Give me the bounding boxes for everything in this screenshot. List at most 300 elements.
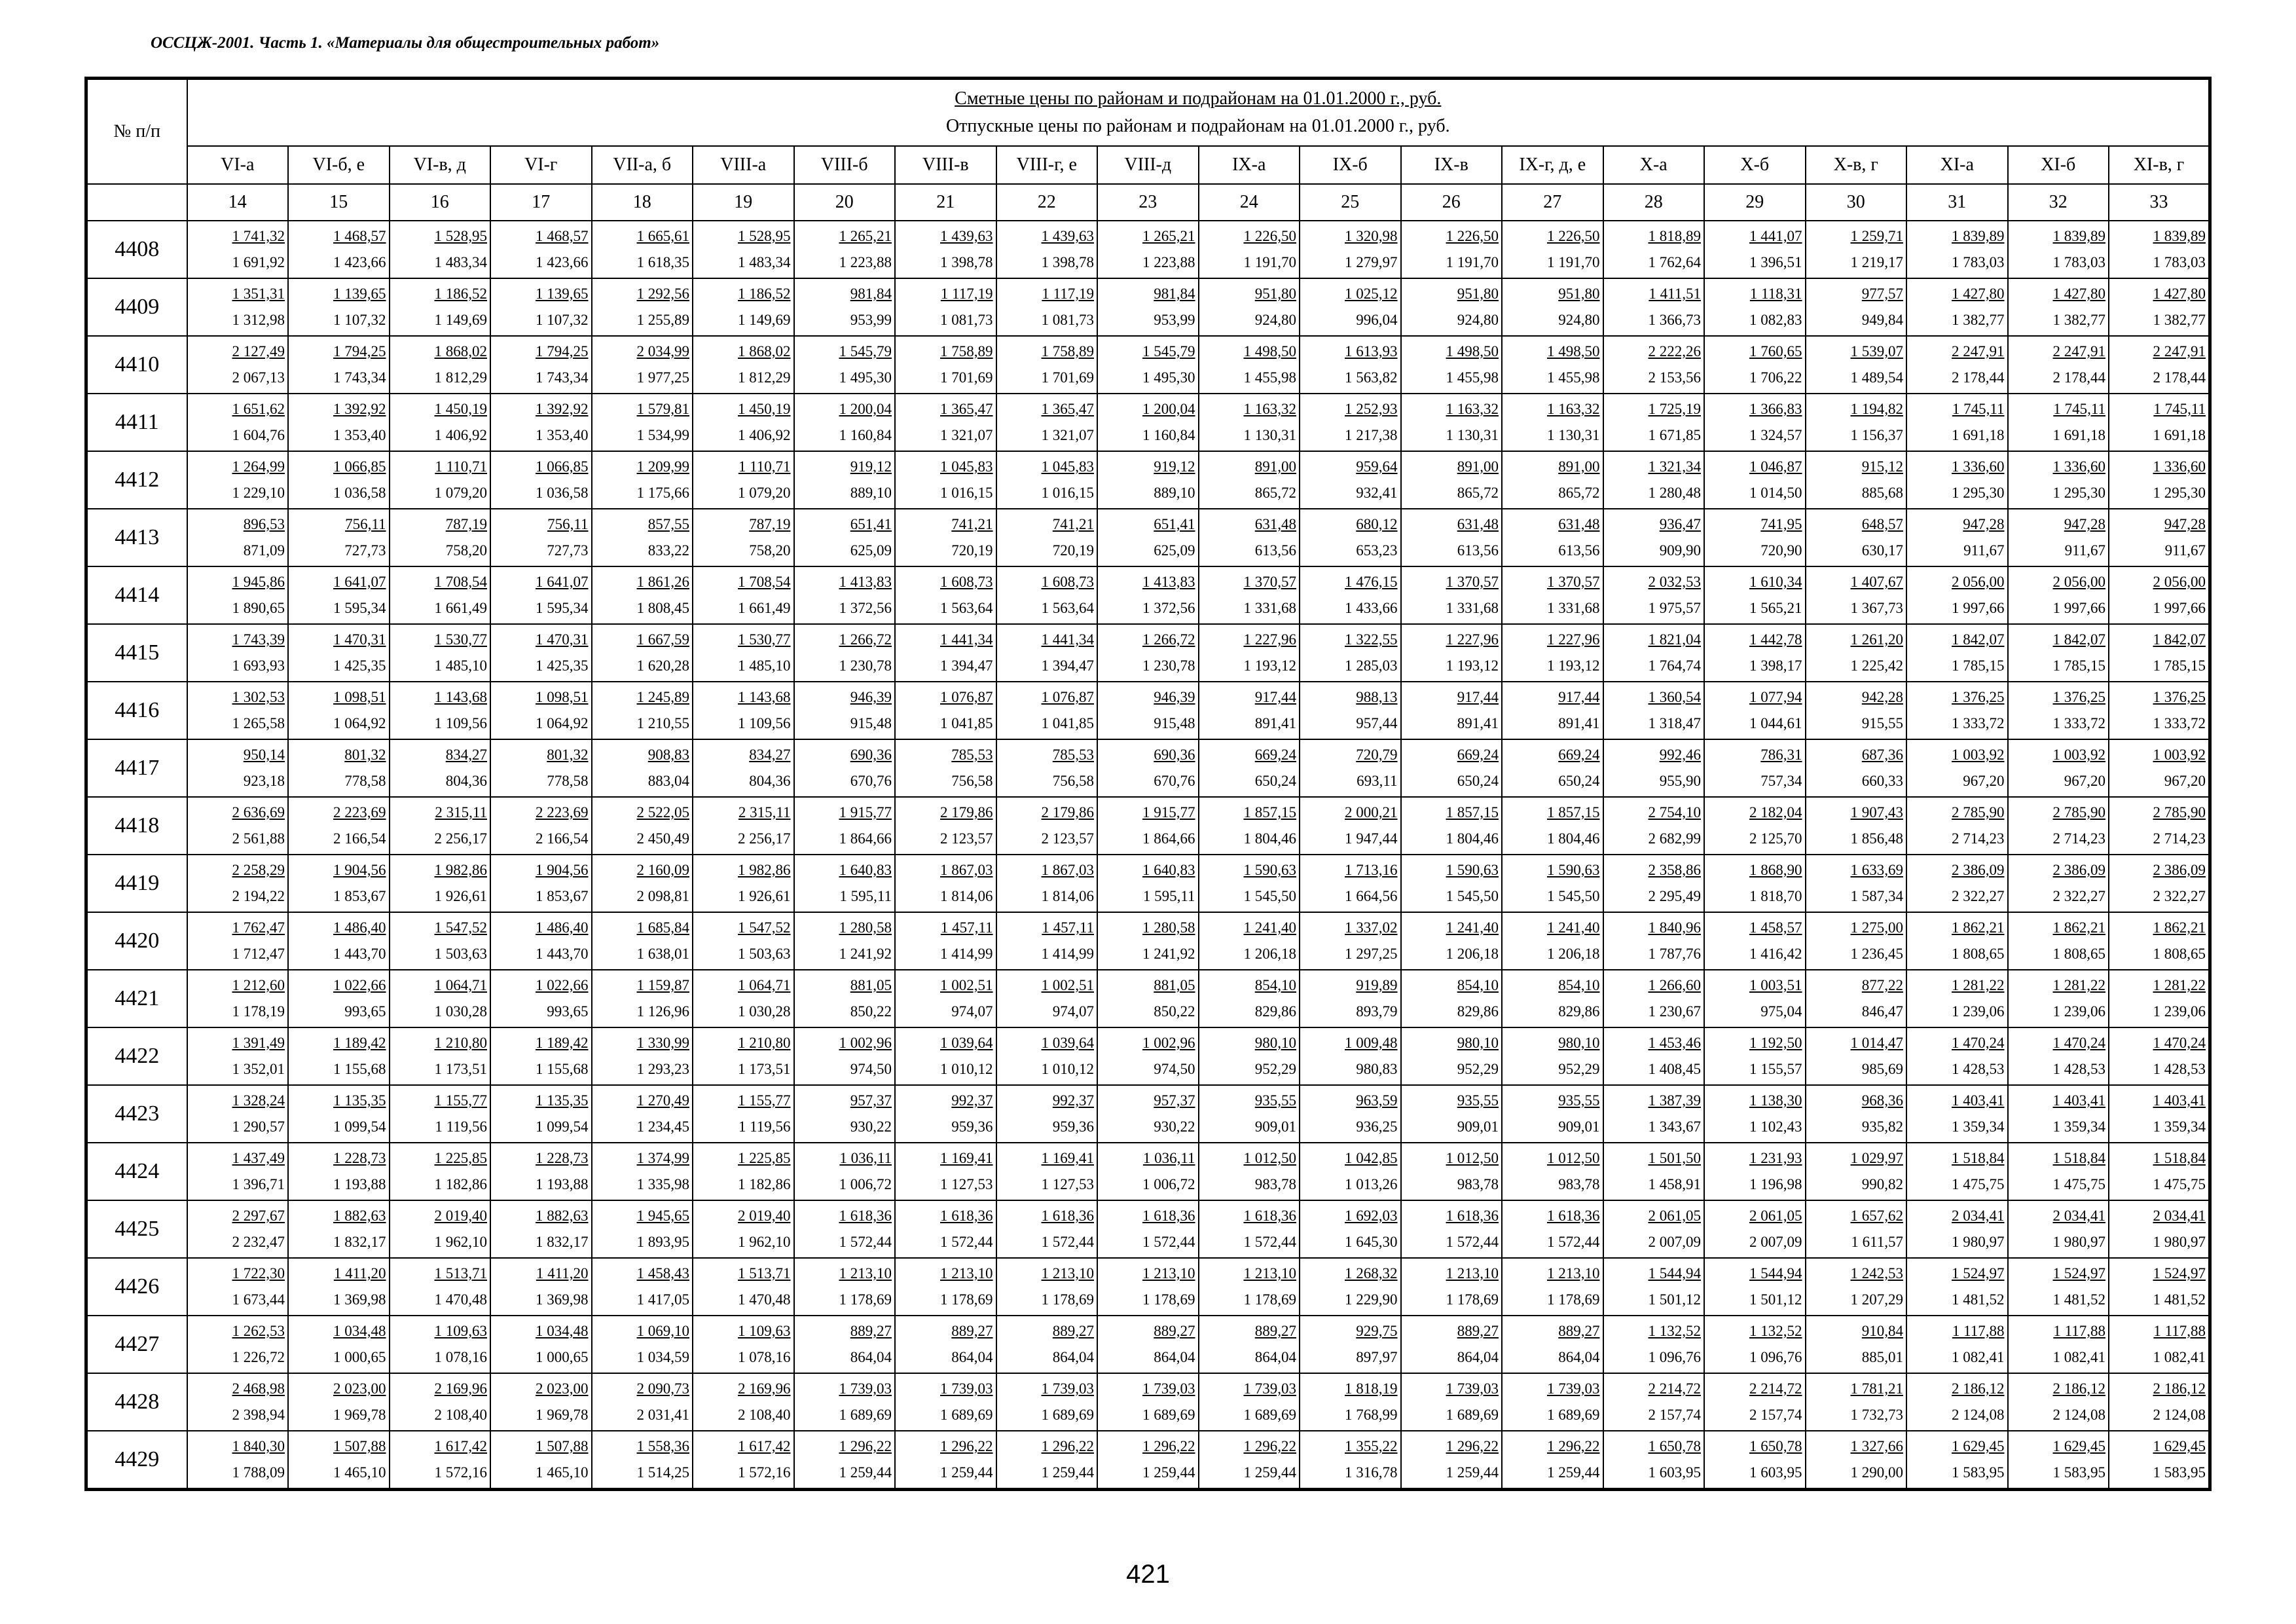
district-header: XI-в, г [2109,146,2210,184]
release-price: 1 423,66 [333,254,386,270]
price-cell [490,624,592,682]
price-cell [1401,278,1503,336]
price-cell [1704,912,1806,970]
release-price: 1 818,70 [1749,888,1802,904]
estimate-price: 2 023,00 [333,1380,386,1397]
release-price: 1 443,70 [333,946,386,962]
release-price: 2 178,44 [1952,369,2005,386]
estimate-price: 1 328,24 [232,1092,285,1109]
estimate-price: 1 110,71 [738,458,791,475]
estimate-price: 957,37 [850,1092,892,1109]
price-cell [794,1027,896,1085]
release-price: 1 081,73 [1041,312,1094,328]
estimate-price-title: Сметные цены по районам и подрайонам на 01.01.2000 г., руб. [955,88,1442,109]
release-price: 1 255,89 [636,312,689,328]
release-price: 1 947,44 [1345,830,1398,847]
price-cell [1401,912,1503,970]
release-price-title: Отпускные цены по районам и подрайонам на 01.01.2000 г., руб. [945,116,1450,136]
release-price: 1 160,84 [1142,427,1195,443]
release-price: 864,04 [1052,1349,1094,1365]
price-cell [1906,682,2008,739]
release-price: 2 232,47 [232,1234,285,1250]
price-cell [794,1085,896,1143]
release-price: 1 969,78 [333,1407,386,1423]
release-price: 1 295,30 [1952,485,2005,501]
estimate-price: 1 407,67 [1850,574,1903,590]
estimate-price: 1 762,47 [232,919,285,936]
price-cell [592,855,693,912]
estimate-price: 988,13 [1356,689,1398,705]
release-price: 1 783,03 [2153,254,2206,270]
estimate-price: 1 513,71 [434,1265,487,1282]
estimate-price: 1 392,92 [333,401,386,417]
estimate-price: 2 034,41 [1952,1208,2005,1224]
release-price: 1 259,44 [1041,1464,1094,1481]
price-cell [187,1431,289,1490]
release-price: 1 000,65 [536,1349,589,1365]
estimate-price: 1 281,22 [2052,977,2105,993]
release-price: 953,99 [1154,312,1195,328]
price-cell [1097,566,1199,624]
price-cell [592,624,693,682]
estimate-price: 2 214,72 [1749,1380,1802,1397]
release-price: 1 034,59 [636,1349,689,1365]
price-cell [2008,682,2109,739]
table-row [86,566,2210,624]
estimate-price: 1 657,62 [1850,1208,1903,1224]
release-price: 1 230,67 [1648,1003,1701,1020]
estimate-price: 1 212,60 [232,977,285,993]
estimate-price: 1 292,56 [636,286,689,302]
price-cell [1704,566,1806,624]
table-row [86,1027,2210,1085]
estimate-price: 1 760,65 [1749,343,1802,360]
release-price: 1 691,92 [232,254,285,270]
estimate-price: 669,24 [1254,747,1296,763]
estimate-price: 1 629,45 [2153,1438,2206,1454]
release-price: 1 481,52 [2052,1291,2105,1308]
price-cell [1603,855,1705,912]
release-price: 865,72 [1457,485,1499,501]
release-price: 1 191,70 [1243,254,1296,270]
price-cell [693,1200,794,1258]
row-code: 4417 [86,739,187,797]
estimate-price: 2 056,00 [1952,574,2005,590]
price-cell [592,912,693,970]
price-cell [1502,336,1603,394]
estimate-price: 1 046,87 [1749,458,1802,475]
price-cell [390,1085,491,1143]
release-price: 1 396,51 [1749,254,1802,270]
price-cell [1704,855,1806,912]
estimate-price: 917,44 [1254,689,1296,705]
release-price: 1 406,92 [738,427,791,443]
estimate-price: 1 241,40 [1547,919,1600,936]
release-price: 1 689,69 [1547,1407,1600,1423]
estimate-price: 1 370,57 [1243,574,1296,590]
release-price: 1 926,61 [738,888,791,904]
price-cell [592,278,693,336]
release-price: 1 369,98 [536,1291,589,1308]
release-price: 1 398,78 [940,254,993,270]
price-cell [1199,682,1300,739]
release-price: 1 239,06 [2153,1003,2206,1020]
estimate-price: 1 227,96 [1446,631,1499,648]
release-price: 1 808,45 [636,600,689,616]
price-cell [2008,221,2109,278]
estimate-price: 1 014,47 [1850,1035,1903,1051]
estimate-price: 1 608,73 [1041,574,1094,590]
release-price: 2 067,13 [232,369,285,386]
estimate-price: 1 758,89 [940,343,993,360]
release-price: 1 980,97 [1952,1234,2005,1250]
release-price: 932,41 [1356,485,1398,501]
price-cell [1300,566,1401,624]
estimate-price: 1 186,52 [738,286,791,302]
price-cell [1097,1258,1199,1316]
estimate-price: 1 840,30 [232,1438,285,1454]
price-cell [693,509,794,566]
estimate-price: 1 441,34 [940,631,993,648]
estimate-price: 1 117,19 [940,286,993,302]
price-cell [1906,221,2008,278]
price-cell [1906,1373,2008,1431]
price-cell [794,855,896,912]
release-price: 1 082,83 [1749,312,1802,328]
estimate-price: 889,27 [1052,1323,1094,1339]
release-price: 974,07 [951,1003,993,1020]
price-cell [1401,1200,1503,1258]
price-cell [996,739,1098,797]
estimate-price: 1 077,94 [1749,689,1802,705]
estimate-price: 1 468,57 [536,228,589,244]
price-cell [1906,1085,2008,1143]
estimate-price: 1 547,52 [434,919,487,936]
estimate-price: 1 441,07 [1749,228,1802,244]
price-cell [1199,394,1300,451]
release-price: 1 785,15 [2153,657,2206,674]
estimate-price: 741,95 [1760,516,1802,532]
price-cell [2008,855,2109,912]
price-cell [2109,509,2210,566]
estimate-price: 1 266,72 [1142,631,1195,648]
estimate-price: 1 839,89 [2052,228,2105,244]
price-cell [1199,509,1300,566]
estimate-price: 1 266,72 [839,631,892,648]
price-cell [996,1431,1098,1490]
table-row [86,451,2210,509]
estimate-price: 1 275,00 [1850,919,1903,936]
release-price: 985,69 [1861,1061,1903,1077]
release-price: 1 010,12 [940,1061,993,1077]
estimate-price: 1 618,36 [1446,1208,1499,1224]
estimate-price: 1 002,96 [839,1035,892,1051]
release-price: 1 804,46 [1547,830,1600,847]
release-price: 1 489,54 [1850,369,1903,386]
release-price: 1 595,11 [1142,888,1195,904]
price-cell [1300,336,1401,394]
release-price: 1 691,18 [2153,427,2206,443]
price-cell [895,912,996,970]
release-price: 1 926,61 [434,888,487,904]
price-cell [2109,1431,2210,1490]
release-price: 2 178,44 [2052,369,2105,386]
price-cell [592,336,693,394]
estimate-price: 881,05 [1154,977,1195,993]
release-price: 2 450,49 [636,830,689,847]
price-cell [794,912,896,970]
release-price: 1 503,63 [434,946,487,962]
estimate-price: 889,27 [850,1323,892,1339]
price-cell [2109,221,2210,278]
release-price: 1 079,20 [738,485,791,501]
estimate-price: 1 524,97 [1952,1265,2005,1282]
price-cell [1199,1085,1300,1143]
release-price: 864,04 [1457,1349,1499,1365]
price-cell [1097,1200,1199,1258]
release-price: 1 010,12 [1041,1061,1094,1077]
estimate-price: 1 528,95 [738,228,791,244]
price-cell [693,1316,794,1373]
estimate-price: 1 296,22 [1243,1438,1296,1454]
release-price: 1 611,57 [1851,1234,1903,1250]
estimate-price: 787,19 [749,516,791,532]
release-price: 1 321,07 [1041,427,1094,443]
estimate-price: 1 545,79 [1142,343,1195,360]
estimate-price: 1 135,35 [333,1092,386,1109]
estimate-price: 1 945,65 [636,1208,689,1224]
price-cell [1704,624,1806,682]
release-price: 935,82 [1861,1118,1903,1135]
price-cell [1199,451,1300,509]
estimate-price: 1 003,51 [1749,977,1802,993]
release-price: 653,23 [1356,542,1398,559]
release-price: 1 178,69 [839,1291,892,1308]
price-cell [288,1431,390,1490]
release-price: 1 495,30 [1142,369,1195,386]
release-price: 897,97 [1356,1349,1398,1365]
release-price: 1 082,41 [2153,1349,2206,1365]
column-number: 15 [288,184,390,221]
estimate-price: 1 629,45 [2052,1438,2105,1454]
release-price: 1 997,66 [2052,600,2105,616]
price-cell [1097,797,1199,855]
release-price: 1 572,44 [1243,1234,1296,1250]
district-header: IX-а [1199,146,1300,184]
release-price: 1 572,44 [1041,1234,1094,1250]
price-cell [490,797,592,855]
release-price: 1 545,50 [1446,888,1499,904]
price-cell [1300,451,1401,509]
estimate-price: 910,84 [1861,1323,1903,1339]
price-cell [693,1373,794,1431]
price-cell [1199,336,1300,394]
release-price: 1 223,88 [1142,254,1195,270]
release-price: 2 123,57 [1041,830,1094,847]
table-row [86,1373,2210,1431]
table-row [86,797,2210,855]
price-cell [1806,221,1907,278]
release-price: 1 173,51 [434,1061,487,1077]
price-cell [693,1258,794,1316]
estimate-price: 2 182,04 [1749,804,1802,821]
estimate-price: 1 862,21 [1952,919,2005,936]
estimate-price: 1 641,07 [333,574,386,590]
price-cell [1300,1085,1401,1143]
release-price: 864,04 [951,1349,993,1365]
release-price: 1 997,66 [2153,600,2206,616]
estimate-price: 1 781,21 [1850,1380,1903,1397]
estimate-price: 1 608,73 [940,574,993,590]
estimate-price: 2 019,40 [434,1208,487,1224]
price-cell [1300,1258,1401,1316]
estimate-price: 2 169,96 [738,1380,791,1397]
estimate-price: 1 169,41 [1041,1150,1094,1166]
release-price: 2 123,57 [940,830,993,847]
price-cell [1300,394,1401,451]
estimate-price: 946,39 [1154,689,1195,705]
estimate-price: 1 692,03 [1345,1208,1398,1224]
estimate-price: 1 867,03 [940,862,993,878]
release-price: 1 081,73 [940,312,993,328]
price-cell [390,1316,491,1373]
price-cell [490,1143,592,1200]
estimate-price: 968,36 [1861,1092,1903,1109]
column-number: 32 [2008,184,2109,221]
price-cell [1806,1143,1907,1200]
price-cell [288,566,390,624]
price-cell [390,682,491,739]
estimate-price: 1 280,58 [839,919,892,936]
estimate-price: 631,48 [1558,516,1600,532]
price-cell [1704,1316,1806,1373]
estimate-price: 1 002,51 [1041,977,1094,993]
release-price: 1 206,18 [1243,946,1296,962]
price-cell [2008,1373,2109,1431]
release-price: 650,24 [1558,773,1600,789]
estimate-price: 1 518,84 [2153,1150,2206,1166]
estimate-price: 1 722,30 [232,1265,285,1282]
price-cell [794,394,896,451]
estimate-price: 1 281,22 [2153,977,2206,993]
district-header: XI-б [2008,146,2109,184]
price-cell [187,566,289,624]
estimate-price: 1 336,60 [2052,458,2105,475]
estimate-price: 1 590,63 [1446,862,1499,878]
release-price: 1 398,17 [1749,657,1802,674]
release-price: 1 160,84 [839,427,892,443]
price-cell [1806,451,1907,509]
release-price: 2 256,17 [434,830,487,847]
release-price: 1 130,31 [1446,427,1499,443]
estimate-price: 1 741,32 [232,228,285,244]
release-price: 1 064,92 [333,715,386,731]
price-cell [2109,566,2210,624]
price-cell [2109,1143,2210,1200]
price-cell [592,682,693,739]
estimate-price: 1 441,34 [1041,631,1094,648]
estimate-price: 1 590,63 [1547,862,1600,878]
release-price: 2 108,40 [434,1407,487,1423]
release-price: 1 321,07 [940,427,993,443]
estimate-price: 1 868,02 [738,343,791,360]
release-price: 1 014,50 [1749,485,1802,501]
price-cell [693,970,794,1027]
estimate-price: 1 189,42 [536,1035,589,1051]
release-price: 2 124,08 [1952,1407,2005,1423]
estimate-price: 1 066,85 [333,458,386,475]
price-cell [390,1027,491,1085]
release-price: 756,58 [951,773,993,789]
estimate-price: 1 139,65 [333,286,386,302]
price-cell [592,1431,693,1490]
release-price: 1 893,95 [636,1234,689,1250]
release-price: 1 428,53 [2153,1061,2206,1077]
release-price: 757,34 [1760,773,1802,789]
release-price: 630,17 [1861,542,1903,559]
price-cell [1906,394,2008,451]
estimate-price: 1 476,15 [1345,574,1398,590]
estimate-price: 1 427,80 [2153,286,2206,302]
release-price: 911,67 [1963,542,2005,559]
price-cell [693,797,794,855]
release-price: 846,47 [1861,1003,1903,1020]
release-price: 1 416,42 [1749,946,1802,962]
price-cell [1401,797,1503,855]
estimate-price: 1 739,03 [1142,1380,1195,1397]
release-price: 1 127,53 [1041,1176,1094,1192]
estimate-price: 1 034,48 [536,1323,589,1339]
estimate-price: 741,21 [951,516,993,532]
price-cell [2008,1258,2109,1316]
price-cell [1401,1027,1503,1085]
price-cell [288,624,390,682]
release-price: 1 359,34 [2052,1118,2105,1135]
estimate-price: 1 265,21 [1142,228,1195,244]
price-cell [490,682,592,739]
price-cell [390,278,491,336]
release-price: 1 408,45 [1648,1061,1701,1077]
release-price: 1 483,34 [738,254,791,270]
estimate-price: 1 547,52 [738,919,791,936]
price-cell [1603,797,1705,855]
estimate-price: 1 745,11 [1952,401,2005,417]
release-price: 1 030,28 [434,1003,487,1020]
estimate-price: 1 002,51 [940,977,993,993]
price-cell [794,509,896,566]
release-price: 1 455,98 [1243,369,1296,386]
estimate-price: 877,22 [1861,977,1903,993]
price-cell [794,1373,896,1431]
estimate-price: 2 785,90 [2052,804,2105,821]
release-price: 1 372,56 [1142,600,1195,616]
estimate-price: 669,24 [1558,747,1600,763]
estimate-price: 1 029,97 [1850,1150,1903,1166]
release-price: 1 768,99 [1345,1407,1398,1423]
table-row [86,1316,2210,1373]
district-header: VIII-д [1097,146,1199,184]
release-price: 1 207,29 [1850,1291,1903,1308]
price-cell [996,1085,1098,1143]
estimate-price: 1 036,11 [1142,1150,1195,1166]
release-price: 1 193,88 [536,1176,589,1192]
estimate-price: 1 411,20 [333,1265,386,1282]
release-price: 1 331,68 [1547,600,1600,616]
estimate-price: 1 261,20 [1850,631,1903,648]
release-price: 1 234,45 [636,1118,689,1135]
estimate-price: 942,28 [1861,689,1903,705]
estimate-price: 1 076,87 [940,689,993,705]
